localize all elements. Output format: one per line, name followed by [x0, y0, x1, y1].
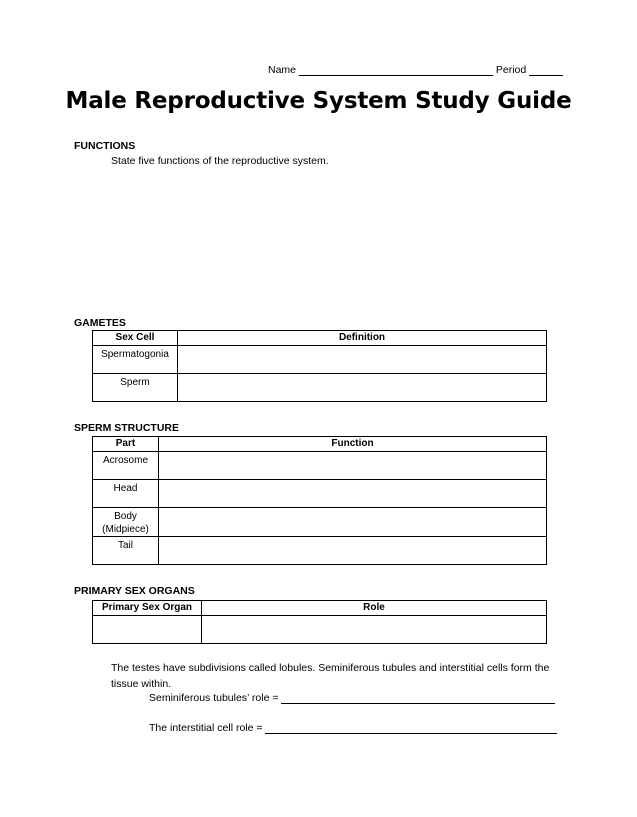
- table-row: [93, 374, 547, 402]
- page-title: Male Reproductive System Study Guide: [65, 88, 572, 114]
- sperm-row-label: Head: [93, 480, 159, 508]
- sperm-col-function: Function: [159, 437, 547, 452]
- interstitial-line: [149, 722, 557, 734]
- sperm-answer-cell[interactable]: [159, 480, 547, 508]
- organs-col-role: Role: [202, 601, 547, 616]
- testes-paragraph: The testes have subdivisions called lobules. Seminiferous tubules and interstitial cells form the tissue within.: [111, 662, 550, 690]
- primary-sex-organs-heading: PRIMARY SEX ORGANS: [74, 585, 195, 597]
- gametes-answer-cell[interactable]: [178, 346, 547, 374]
- seminiferous-label: Seminiferous tubules’ role =: [149, 692, 279, 704]
- primary-sex-organs-table: [92, 600, 547, 644]
- gametes-row-label: Spermatogonia: [93, 346, 178, 374]
- gametes-answer-cell[interactable]: [178, 374, 547, 402]
- name-label: Name: [268, 64, 297, 76]
- functions-prompt: State five functions of the reproductive system.: [111, 155, 329, 167]
- sperm-row-label: Acrosome: [93, 452, 159, 480]
- header-line: [268, 64, 568, 76]
- sperm-col-part: Part: [93, 437, 159, 452]
- gametes-col-definition: Definition: [178, 331, 547, 346]
- gametes-table: [92, 330, 547, 402]
- gametes-row-label: Sperm: [93, 374, 178, 402]
- table-row: [93, 452, 547, 480]
- seminiferous-answer-field[interactable]: [281, 693, 555, 704]
- sperm-answer-cell[interactable]: [159, 537, 547, 565]
- sperm-row-label: Tail: [93, 537, 159, 565]
- interstitial-label: The interstitial cell role =: [149, 722, 263, 734]
- sperm-answer-cell[interactable]: [159, 508, 547, 537]
- interstitial-answer-field[interactable]: [265, 723, 557, 734]
- table-row: [93, 508, 547, 537]
- sperm-answer-cell[interactable]: [159, 452, 547, 480]
- table-row: [93, 480, 547, 508]
- organ-answer-cell[interactable]: [93, 616, 202, 644]
- sperm-structure-table: [92, 436, 547, 565]
- sperm-row-label: Body (Midpiece): [93, 508, 159, 537]
- table-row: [93, 616, 547, 644]
- gametes-col-sex-cell: Sex Cell: [93, 331, 178, 346]
- table-row: [93, 346, 547, 374]
- organs-col-organ: Primary Sex Organ: [93, 601, 202, 616]
- name-field[interactable]: [299, 65, 493, 76]
- seminiferous-line: [149, 692, 555, 704]
- period-label: Period: [495, 64, 527, 76]
- functions-heading: FUNCTIONS: [74, 140, 136, 152]
- period-field[interactable]: [529, 65, 563, 76]
- role-answer-cell[interactable]: [202, 616, 547, 644]
- table-row: [93, 537, 547, 565]
- gametes-heading: GAMETES: [74, 317, 126, 329]
- sperm-structure-heading: SPERM STRUCTURE: [74, 422, 180, 434]
